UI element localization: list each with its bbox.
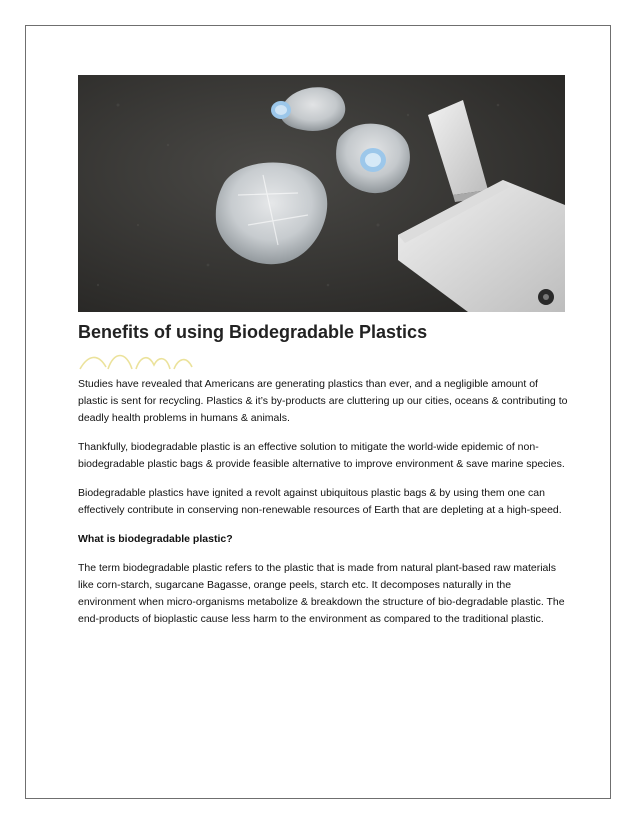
paragraph-2: Thankfully, biodegradable plastic is an effective solution to mitigate the world-wide epidemic of non-biodegradable plastic bags & provide feasible alternative to improve environment & save marine species. <box>78 441 565 470</box>
yellow-doodle-decoration <box>78 347 198 371</box>
definition-paragraph: The term biodegradable plastic refers to the plastic that is made from natural plant-based raw materials like corn-starch, sugarcane Bagasse, orange peels, starch etc. It decomposes naturally in the environment when micro-organisms metabolize & breakdown the structure of bio-degradable plastic. The end-products of bioplastic cause less harm to the environment as compared to the traditional plastic. <box>78 562 565 625</box>
plastic-waste-photo <box>78 75 565 312</box>
document-title: Benefits of using Biodegradable Plastics <box>78 322 428 342</box>
paragraph-3: Biodegradable plastics have ignited a revolt against ubiquitous plastic bags & by using them one can effectively contribute in conserving non-renewable resources of Earth that are depleting at a high-speed. <box>78 487 562 516</box>
paragraph-1: Studies have revealed that Americans are generating plastics than ever, and a negligible amount of plastic is sent for recycling. Plastics & it’s by-products are cluttering up our cities, oceans & contributing to deadly health problems in humans & animals. <box>78 378 568 424</box>
document-body <box>78 376 568 640</box>
section-subheading: What is biodegradable plastic? <box>78 533 233 545</box>
